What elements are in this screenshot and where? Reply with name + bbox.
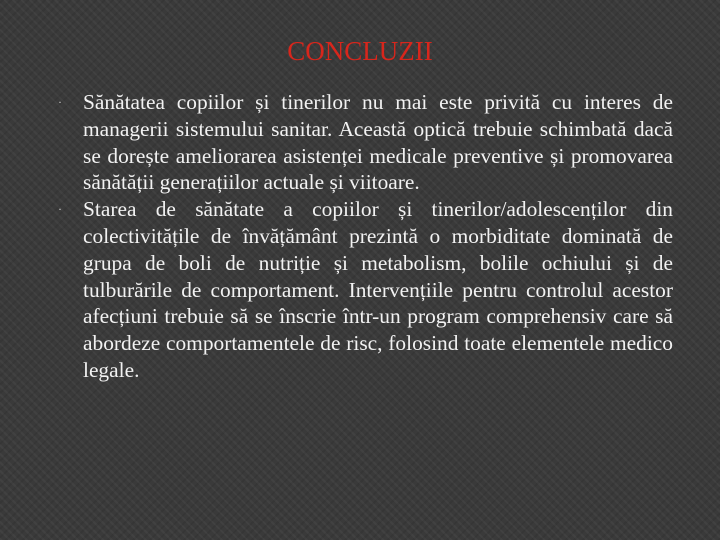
small-dot-icon: ·	[58, 95, 62, 109]
small-dot-icon: ·	[58, 202, 62, 217]
bullet-item	[58, 196, 673, 384]
bullet-list	[58, 89, 673, 384]
bullet-text: Starea de sănătate a copiilor și tinerilor/adolescenților din colectivitățile de învățământ prezintă o morbiditate dominată de grupa de boli de nutriție și metabolism, bolile ochiului și de tulburările de comportament. Intervențiile pentru controlul acestor afecțiuni trebuie să se înscrie într-un program comprehensiv care să abordeze comportamentele de risc, folosind toate elementele medico legale.	[83, 197, 673, 382]
slide-title: CONCLUZII	[287, 36, 433, 66]
bullet-text: Sănătatea copiilor și tinerilor nu mai este privită cu interes de managerii sistemului sanitar. Această optică trebuie schimbată dacă se dorește ameliorarea asistenței medicale preventive și promovarea sănătății generațiilor actuale și viitoare.	[83, 90, 673, 195]
bullet-item	[58, 89, 673, 196]
